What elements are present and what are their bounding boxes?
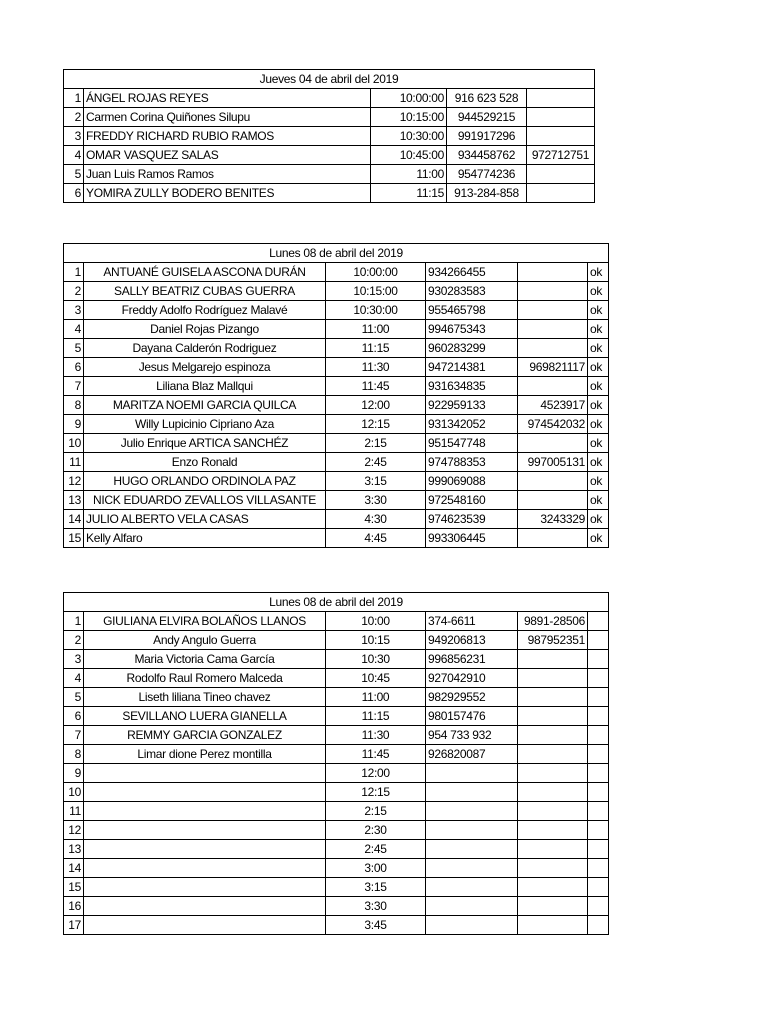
table-row (64, 650, 609, 669)
phone-cell (426, 783, 518, 802)
phone2-cell (518, 897, 588, 916)
table-row (64, 453, 609, 472)
phone2-cell (518, 650, 588, 669)
table-row (64, 631, 609, 650)
time-cell: 4:45 (326, 529, 426, 548)
phone-cell: 916 623 528 (447, 89, 527, 108)
status-cell (588, 726, 609, 745)
name-cell (84, 859, 326, 878)
table-row (64, 377, 609, 396)
phone-cell: 974788353 (426, 453, 518, 472)
row-number-cell: 7 (64, 726, 84, 745)
time-cell: 2:45 (326, 840, 426, 859)
phone-cell: 994675343 (426, 320, 518, 339)
phone-cell (426, 916, 518, 935)
phone-cell: 927042910 (426, 669, 518, 688)
time-cell: 2:15 (326, 802, 426, 821)
phone2-cell (527, 108, 595, 127)
name-cell: Maria Victoria Cama García (84, 650, 326, 669)
table-row (64, 510, 609, 529)
time-cell: 11:45 (326, 377, 426, 396)
status-cell: ok (588, 396, 609, 415)
phone2-cell (527, 127, 595, 146)
name-cell: Freddy Adolfo Rodríguez Malavé (84, 301, 326, 320)
row-number-cell: 10 (64, 783, 84, 802)
phone-cell (426, 897, 518, 916)
table-row (64, 878, 609, 897)
row-number-cell: 9 (64, 764, 84, 783)
phone2-cell: 997005131 (518, 453, 588, 472)
table-header-row (64, 70, 595, 89)
table-date-header: Lunes 08 de abril del 2019 (64, 593, 609, 612)
row-number-cell: 4 (64, 146, 84, 165)
phone2-cell: 974542032 (518, 415, 588, 434)
row-number-cell: 14 (64, 510, 84, 529)
phone2-cell: 4523917 (518, 396, 588, 415)
name-cell (84, 916, 326, 935)
phone-cell: 954774236 (447, 165, 527, 184)
row-number-cell: 1 (64, 89, 84, 108)
table-row (64, 802, 609, 821)
time-cell: 12:15 (326, 783, 426, 802)
row-number-cell: 11 (64, 802, 84, 821)
table-header-row (64, 244, 609, 263)
phone2-cell (527, 89, 595, 108)
row-number-cell: 3 (64, 127, 84, 146)
row-number-cell: 4 (64, 320, 84, 339)
name-cell: Julio Enrique ARTICA SANCHÉZ (84, 434, 326, 453)
phone2-cell (518, 282, 588, 301)
phone2-cell (518, 859, 588, 878)
phone2-cell (518, 263, 588, 282)
phone2-cell: 9891-28506 (518, 612, 588, 631)
time-cell: 10:00:00 (326, 263, 426, 282)
phone2-cell: 987952351 (518, 631, 588, 650)
name-cell (84, 897, 326, 916)
phone2-cell (518, 472, 588, 491)
row-number-cell: 5 (64, 339, 84, 358)
time-cell: 11:45 (326, 745, 426, 764)
row-number-cell: 10 (64, 434, 84, 453)
time-cell: 11:30 (326, 358, 426, 377)
phone2-cell (518, 434, 588, 453)
time-cell: 10:45 (326, 669, 426, 688)
phone2-cell (518, 377, 588, 396)
time-cell: 10:45:00 (371, 146, 447, 165)
phone2-cell (518, 688, 588, 707)
name-cell: Juan Luis Ramos Ramos (84, 165, 371, 184)
phone2-cell (518, 764, 588, 783)
phone2-cell (518, 821, 588, 840)
time-cell: 3:15 (326, 472, 426, 491)
table-row (64, 764, 609, 783)
table-row (64, 707, 609, 726)
row-number-cell: 7 (64, 377, 84, 396)
table-row (64, 339, 609, 358)
row-number-cell: 11 (64, 453, 84, 472)
status-cell: ok (588, 263, 609, 282)
row-number-cell: 15 (64, 878, 84, 897)
phone2-cell (527, 184, 595, 203)
status-cell (588, 669, 609, 688)
name-cell: Daniel Rojas Pizango (84, 320, 326, 339)
name-cell (84, 783, 326, 802)
name-cell: Liliana Blaz Mallqui (84, 377, 326, 396)
status-cell: ok (588, 529, 609, 548)
phone2-cell (518, 783, 588, 802)
time-cell: 4:30 (326, 510, 426, 529)
row-number-cell: 5 (64, 165, 84, 184)
schedule-table-jueves-04 (63, 69, 595, 203)
table-row (64, 897, 609, 916)
name-cell (84, 840, 326, 859)
table-row (64, 472, 609, 491)
phone-cell: 374-6611 (426, 612, 518, 631)
phone2-cell (518, 802, 588, 821)
time-cell: 10:15:00 (326, 282, 426, 301)
table-row (64, 301, 609, 320)
table-row (64, 916, 609, 935)
table-row (64, 282, 609, 301)
phone2-cell (518, 491, 588, 510)
phone2-cell (518, 726, 588, 745)
name-cell: YOMIRA ZULLY BODERO BENITES (84, 184, 371, 203)
phone2-cell (518, 707, 588, 726)
row-number-cell: 2 (64, 282, 84, 301)
time-cell: 12:00 (326, 396, 426, 415)
name-cell: Willy Lupicinio Cipriano Aza (84, 415, 326, 434)
table-row (64, 165, 595, 184)
phone-cell: 982929552 (426, 688, 518, 707)
row-number-cell: 6 (64, 358, 84, 377)
row-number-cell: 4 (64, 669, 84, 688)
time-cell: 2:45 (326, 453, 426, 472)
name-cell: Limar dione Perez montilla (84, 745, 326, 764)
row-number-cell: 1 (64, 612, 84, 631)
row-number-cell: 1 (64, 263, 84, 282)
table-row (64, 184, 595, 203)
table-row (64, 821, 609, 840)
phone-cell: 991917296 (447, 127, 527, 146)
name-cell: FREDDY RICHARD RUBIO RAMOS (84, 127, 371, 146)
name-cell (84, 821, 326, 840)
phone-cell (426, 764, 518, 783)
table-row (64, 415, 609, 434)
name-cell: ANTUANÉ GUISELA ASCONA DURÁN (84, 263, 326, 282)
time-cell: 11:15 (326, 707, 426, 726)
phone2-cell (518, 878, 588, 897)
status-cell: ok (588, 510, 609, 529)
status-cell: ok (588, 377, 609, 396)
phone2-cell (518, 745, 588, 764)
status-cell (588, 745, 609, 764)
table-row (64, 491, 609, 510)
table-row (64, 396, 609, 415)
row-number-cell: 6 (64, 707, 84, 726)
table-row (64, 263, 609, 282)
phone-cell: 955465798 (426, 301, 518, 320)
row-number-cell: 3 (64, 650, 84, 669)
name-cell: Rodolfo Raul Romero Malceda (84, 669, 326, 688)
time-cell: 11:15 (326, 339, 426, 358)
row-number-cell: 8 (64, 745, 84, 764)
time-cell: 10:00 (326, 612, 426, 631)
name-cell: REMMY GARCIA GONZALEZ (84, 726, 326, 745)
time-cell: 12:00 (326, 764, 426, 783)
status-cell (588, 764, 609, 783)
schedule-table-lunes-08-b (63, 592, 609, 935)
time-cell: 3:00 (326, 859, 426, 878)
phone2-cell (527, 165, 595, 184)
table-row (64, 783, 609, 802)
time-cell: 11:00 (326, 320, 426, 339)
phone-cell (426, 859, 518, 878)
time-cell: 10:30 (326, 650, 426, 669)
name-cell: Andy Angulo Guerra (84, 631, 326, 650)
table-row (64, 688, 609, 707)
status-cell (588, 783, 609, 802)
phone2-cell (518, 916, 588, 935)
phone2-cell (518, 320, 588, 339)
phone-cell: 947214381 (426, 358, 518, 377)
table-row (64, 859, 609, 878)
status-cell: ok (588, 415, 609, 434)
phone-cell: 974623539 (426, 510, 518, 529)
name-cell: Carmen Corina Quiñones Silupu (84, 108, 371, 127)
name-cell (84, 802, 326, 821)
name-cell: GIULIANA ELVIRA BOLAÑOS LLANOS (84, 612, 326, 631)
status-cell (588, 612, 609, 631)
table-date-header: Jueves 04 de abril del 2019 (64, 70, 595, 89)
phone-cell: 960283299 (426, 339, 518, 358)
phone2-cell (518, 301, 588, 320)
status-cell: ok (588, 434, 609, 453)
time-cell: 11:30 (326, 726, 426, 745)
phone2-cell: 3243329 (518, 510, 588, 529)
phone-cell: 913-284-858 (447, 184, 527, 203)
row-number-cell: 15 (64, 529, 84, 548)
status-cell (588, 631, 609, 650)
time-cell: 2:30 (326, 821, 426, 840)
status-cell (588, 897, 609, 916)
name-cell: Enzo Ronald (84, 453, 326, 472)
phone2-cell (518, 529, 588, 548)
name-cell: SEVILLANO LUERA GIANELLA (84, 707, 326, 726)
time-cell: 3:15 (326, 878, 426, 897)
table-row (64, 127, 595, 146)
status-cell: ok (588, 491, 609, 510)
time-cell: 11:00 (326, 688, 426, 707)
table-row (64, 745, 609, 764)
phone-cell: 996856231 (426, 650, 518, 669)
table-row (64, 529, 609, 548)
status-cell (588, 916, 609, 935)
time-cell: 3:45 (326, 916, 426, 935)
phone-cell (426, 840, 518, 859)
status-cell: ok (588, 472, 609, 491)
row-number-cell: 2 (64, 108, 84, 127)
table-row (64, 320, 609, 339)
name-cell: Dayana Calderón Rodriguez (84, 339, 326, 358)
phone-cell: 934266455 (426, 263, 518, 282)
name-cell: Kelly Alfaro (84, 529, 326, 548)
time-cell: 10:30:00 (326, 301, 426, 320)
name-cell: NICK EDUARDO ZEVALLOS VILLASANTE (84, 491, 326, 510)
phone-cell: 930283583 (426, 282, 518, 301)
phone-cell (426, 821, 518, 840)
table-row (64, 358, 609, 377)
phone-cell: 944529215 (447, 108, 527, 127)
name-cell: OMAR VASQUEZ SALAS (84, 146, 371, 165)
status-cell: ok (588, 282, 609, 301)
name-cell: Jesus Melgarejo espinoza (84, 358, 326, 377)
name-cell (84, 878, 326, 897)
row-number-cell: 14 (64, 859, 84, 878)
phone-cell: 951547748 (426, 434, 518, 453)
row-number-cell: 5 (64, 688, 84, 707)
status-cell (588, 840, 609, 859)
row-number-cell: 16 (64, 897, 84, 916)
status-cell: ok (588, 301, 609, 320)
row-number-cell: 9 (64, 415, 84, 434)
time-cell: 2:15 (326, 434, 426, 453)
phone-cell (426, 878, 518, 897)
table-row (64, 434, 609, 453)
name-cell: HUGO ORLANDO ORDINOLA PAZ (84, 472, 326, 491)
phone-cell: 972548160 (426, 491, 518, 510)
status-cell (588, 688, 609, 707)
phone-cell: 949206813 (426, 631, 518, 650)
phone2-cell: 969821117 (518, 358, 588, 377)
status-cell: ok (588, 453, 609, 472)
time-cell: 3:30 (326, 491, 426, 510)
table-date-header: Lunes 08 de abril del 2019 (64, 244, 609, 263)
time-cell: 12:15 (326, 415, 426, 434)
phone-cell (426, 802, 518, 821)
status-cell: ok (588, 320, 609, 339)
phone2-cell (518, 339, 588, 358)
phone-cell: 999069088 (426, 472, 518, 491)
table-row (64, 612, 609, 631)
row-number-cell: 12 (64, 821, 84, 840)
status-cell (588, 878, 609, 897)
row-number-cell: 13 (64, 840, 84, 859)
time-cell: 10:15:00 (371, 108, 447, 127)
name-cell: Liseth liliana Tineo chavez (84, 688, 326, 707)
table-row (64, 89, 595, 108)
phone-cell: 954 733 932 (426, 726, 518, 745)
phone-cell: 931634835 (426, 377, 518, 396)
table-header-row (64, 593, 609, 612)
status-cell (588, 650, 609, 669)
phone-cell: 926820087 (426, 745, 518, 764)
status-cell (588, 821, 609, 840)
time-cell: 10:00:00 (371, 89, 447, 108)
name-cell: JULIO ALBERTO VELA CASAS (84, 510, 326, 529)
time-cell: 11:15 (371, 184, 447, 203)
phone2-cell: 972712751 (527, 146, 595, 165)
time-cell: 10:15 (326, 631, 426, 650)
row-number-cell: 3 (64, 301, 84, 320)
row-number-cell: 13 (64, 491, 84, 510)
status-cell: ok (588, 358, 609, 377)
phone-cell: 993306445 (426, 529, 518, 548)
phone-cell: 922959133 (426, 396, 518, 415)
status-cell: ok (588, 339, 609, 358)
row-number-cell: 17 (64, 916, 84, 935)
name-cell (84, 764, 326, 783)
status-cell (588, 859, 609, 878)
table-row (64, 840, 609, 859)
phone-cell: 934458762 (447, 146, 527, 165)
table-row (64, 108, 595, 127)
row-number-cell: 12 (64, 472, 84, 491)
phone2-cell (518, 669, 588, 688)
phone2-cell (518, 840, 588, 859)
time-cell: 10:30:00 (371, 127, 447, 146)
table-row (64, 726, 609, 745)
phone-cell: 931342052 (426, 415, 518, 434)
schedule-table-lunes-08-a (63, 243, 609, 548)
name-cell: MARITZA NOEMI GARCIA QUILCA (84, 396, 326, 415)
row-number-cell: 2 (64, 631, 84, 650)
time-cell: 3:30 (326, 897, 426, 916)
name-cell: ÁNGEL ROJAS REYES (84, 89, 371, 108)
table-row (64, 146, 595, 165)
name-cell: SALLY BEATRIZ CUBAS GUERRA (84, 282, 326, 301)
status-cell (588, 802, 609, 821)
phone-cell: 980157476 (426, 707, 518, 726)
time-cell: 11:00 (371, 165, 447, 184)
row-number-cell: 8 (64, 396, 84, 415)
table-row (64, 669, 609, 688)
row-number-cell: 6 (64, 184, 84, 203)
status-cell (588, 707, 609, 726)
